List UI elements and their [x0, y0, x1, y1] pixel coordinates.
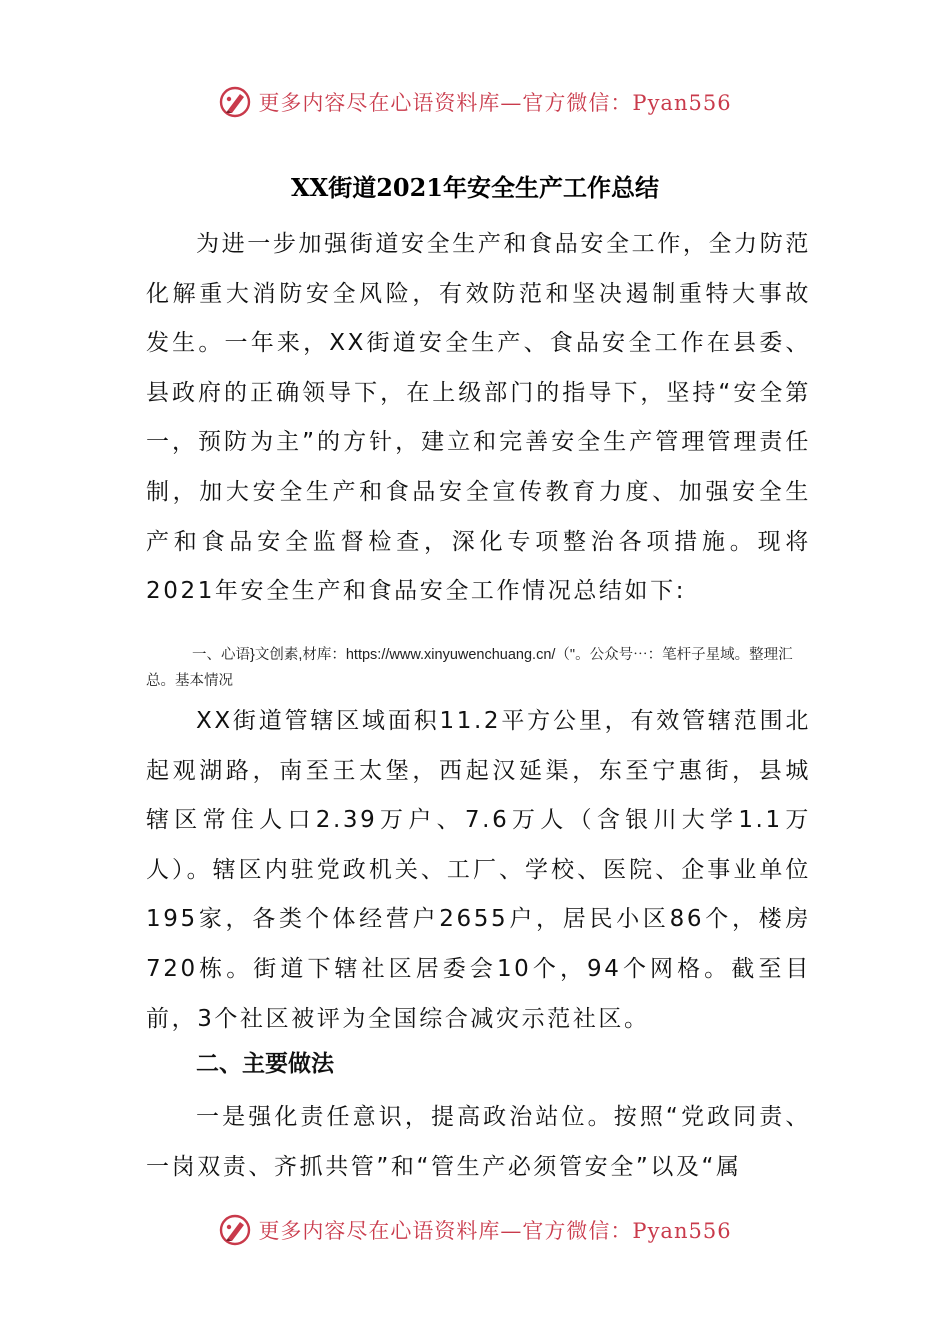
basic-info-paragraph: XX街道管辖区域面积11.2平方公里，有效管辖范围北起观湖路，南至王太堡，西起汉延渠，东至宁惠街，县城辖区常住人口2.39万户、7.6万人（含银川大学1.1万人）。辖区内驻党政机关、工厂、学校、医院、企事业单位195家，各类个体经营户2655户，居民小区86个，楼房720栋。街道下辖社区居委会10个，94个网格。截至目前，3个社区被评为全国综合减灾示范社区。 — [146, 708, 811, 1032]
section-one-heading-note: 一、心语}文创素,材库：https://www.xinyuwenchuang.cn/（"。公众号⋯：笔杆子星域。整理汇总。基本情况 — [146, 647, 793, 689]
section-two-heading: 二、主要做法 — [196, 1051, 334, 1077]
pen-nib-logo-icon — [218, 85, 252, 119]
method-one-paragraph: 一是强化责任意识，提高政治站位。按照“党政同责、一岗双责、齐抓共管”和“管生产必须管安全”以及“属 — [146, 1104, 811, 1180]
intro-paragraph: 为进一步加强街道安全生产和食品安全工作，全力防范化解重大消防安全风险，有效防范和坚决遏制重特大事故发生。一年来，XX街道安全生产、食品安全工作在县委、县政府的正确领导下，在上级部门的指导下，坚持“安全第一，预防为主”的方针，建立和完善安全生产管理管理责任制，加大安全生产和食品安全宣传教育力度、加强安全生产和食品安全监督检查，深化专项整治各项措施。现将2021年安全生产和食品安全工作情况总结如下: — [146, 231, 811, 605]
watermark-text: 更多内容尽在心语资料库—官方微信：Pyan556 — [258, 91, 732, 115]
document-title: XX街道2021年安全生产工作总结 — [290, 173, 660, 202]
watermark-text: 更多内容尽在心语资料库—官方微信：Pyan556 — [258, 1219, 732, 1243]
pen-nib-logo-icon — [218, 1213, 252, 1247]
footer-watermark-banner — [0, 1208, 950, 1252]
header-watermark-banner — [0, 80, 950, 124]
